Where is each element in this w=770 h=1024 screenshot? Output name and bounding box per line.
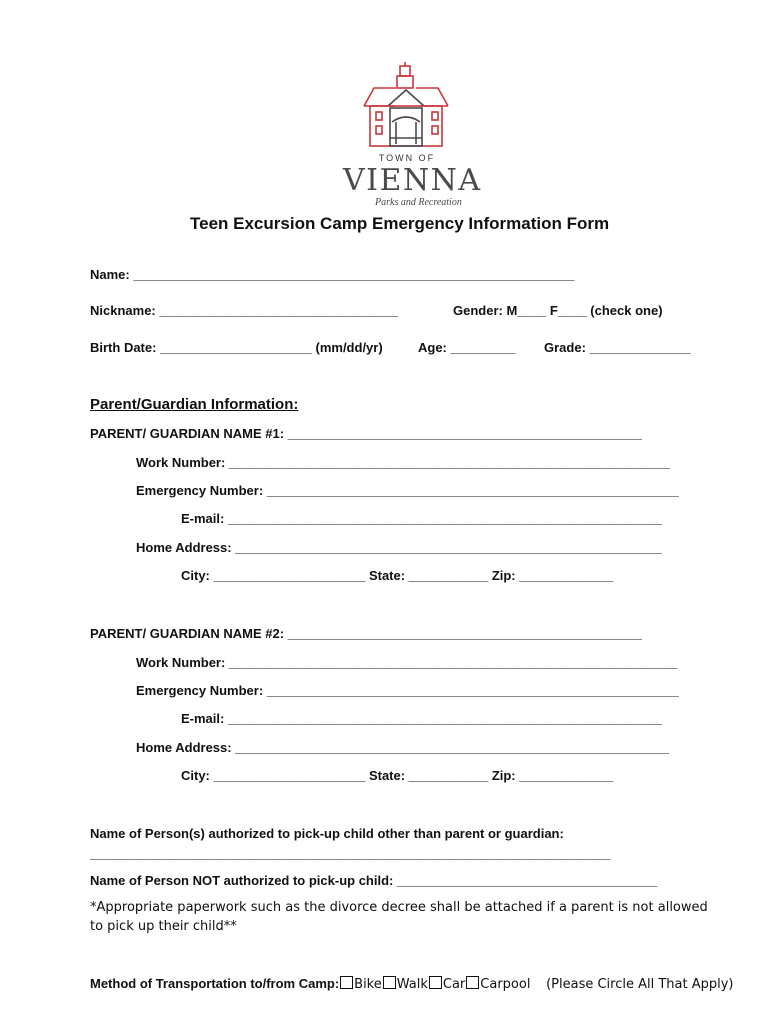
logo-town-name: VIENNA	[343, 163, 482, 198]
age-field[interactable]: Age: _________	[418, 340, 516, 355]
parent2-emergency-number-field[interactable]: Emergency Number: _________________________________________________________	[136, 683, 679, 698]
parent1-name-field[interactable]: PARENT/ GUARDIAN NAME #1: _________________________________________________	[90, 426, 642, 441]
parent2-name-field[interactable]: PARENT/ GUARDIAN NAME #2: _________________________________________________	[90, 626, 642, 641]
parent2-work-number-field[interactable]: Work Number: ______________________________________________________________	[136, 655, 678, 670]
circle-instruction: (Please Circle All That Apply)	[546, 977, 734, 992]
parent1-city-state-zip-field[interactable]: City: _____________________ State: ___________ Zip: _____________	[181, 568, 614, 583]
parent-section-heading: Parent/Guardian Information:	[90, 396, 299, 413]
parent2-email-field[interactable]: E-mail: ____________________________________________________________	[181, 711, 662, 726]
parent1-emergency-number-field[interactable]: Emergency Number: _________________________________________________________	[136, 483, 679, 498]
town-hall-logo-icon	[360, 62, 452, 150]
name-field[interactable]: Name: _____________________________________________________________	[90, 267, 575, 282]
car-option: Car	[442, 977, 466, 992]
parent1-home-address-field[interactable]: Home Address: ___________________________________________________________	[136, 540, 662, 555]
walk-checkbox[interactable]	[383, 976, 396, 989]
not-authorized-pickup-field[interactable]: Name of Person NOT authorized to pick-up child: ____________________________________	[90, 873, 658, 888]
walk-option: Walk	[396, 977, 428, 992]
authorized-pickup-label: Name of Person(s) authorized to pick-up child other than parent or guardian:	[90, 826, 564, 841]
logo-subtitle: Parks and Recreation	[375, 197, 462, 208]
carpool-option: Carpool	[480, 977, 531, 992]
birth-date-field[interactable]: Birth Date: _____________________ (mm/dd/yr)	[90, 340, 383, 355]
gender-field[interactable]: Gender: M____ F____ (check one)	[453, 303, 663, 318]
parent1-email-field[interactable]: E-mail: ____________________________________________________________	[181, 511, 662, 526]
parent2-city-state-zip-field[interactable]: City: _____________________ State: ___________ Zip: _____________	[181, 768, 614, 783]
paperwork-note: *Appropriate paperwork such as the divorce decree shall be attached if a parent is not allowed to pick up their child**	[90, 900, 708, 934]
authorized-pickup-field[interactable]: ________________________________________________________________________	[90, 846, 611, 861]
bike-option: Bike	[354, 977, 382, 992]
transportation-row	[90, 976, 734, 992]
carpool-checkbox[interactable]	[466, 976, 479, 989]
car-checkbox[interactable]	[429, 976, 442, 989]
form-title: Teen Excursion Camp Emergency Information Form	[190, 214, 610, 233]
nickname-field[interactable]: Nickname: _________________________________	[90, 303, 398, 318]
parent1-work-number-field[interactable]: Work Number: _____________________________________________________________	[136, 455, 670, 470]
logo-town-of: TOWN OF	[378, 153, 436, 163]
grade-field[interactable]: Grade: ______________	[544, 340, 691, 355]
transportation-label: Method of Transportation to/from Camp:	[90, 976, 340, 991]
bike-checkbox[interactable]	[340, 976, 353, 989]
parent2-home-address-field[interactable]: Home Address: ____________________________________________________________	[136, 740, 670, 755]
